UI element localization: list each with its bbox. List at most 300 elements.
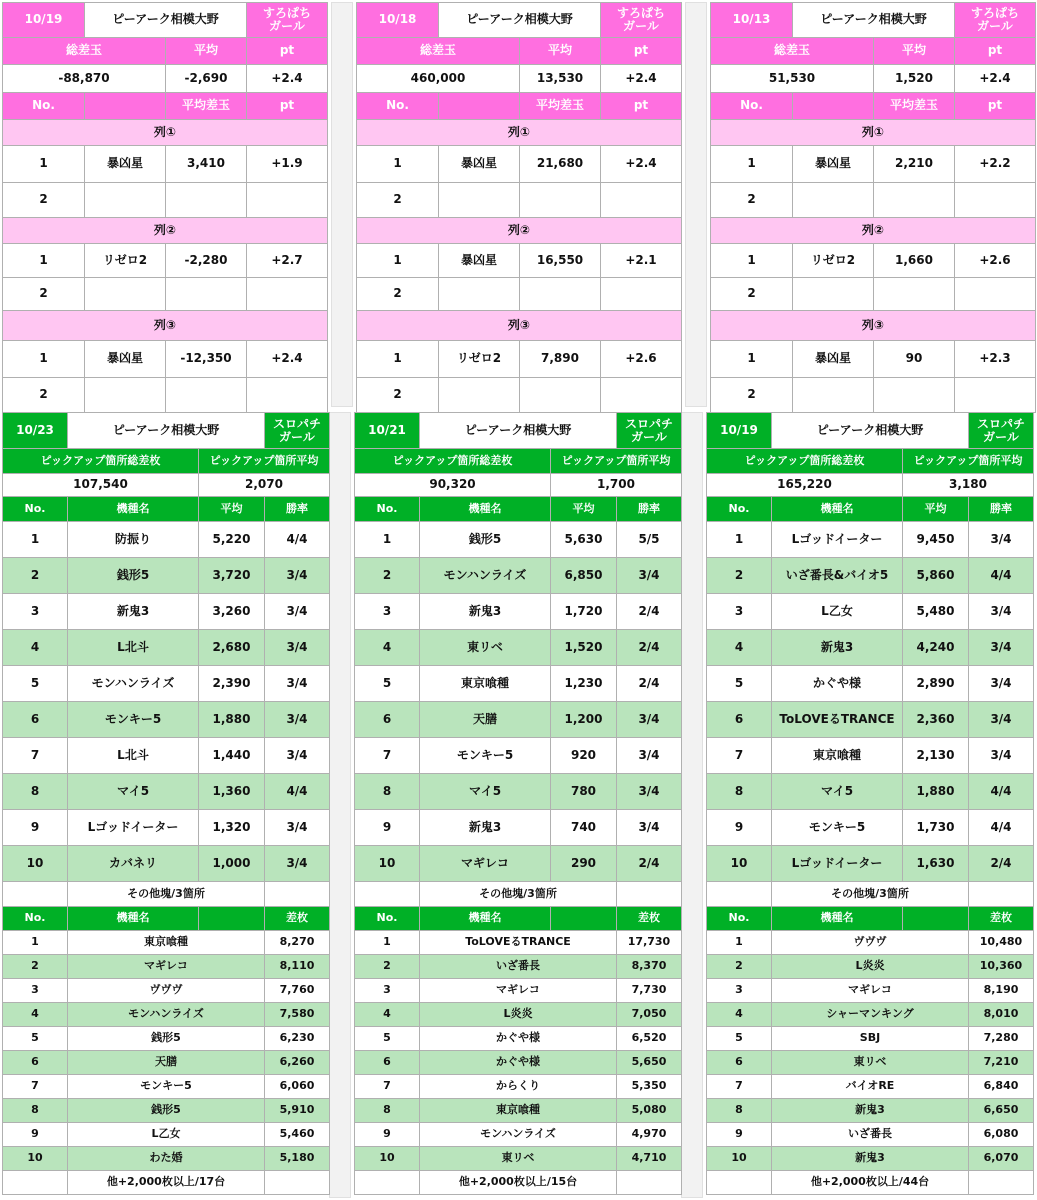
avg-value: 4,240: [903, 630, 969, 666]
model-header: [793, 93, 874, 120]
avg-diff-value: [874, 183, 955, 218]
model-name: 暴凶星: [85, 146, 166, 183]
spacer-cell: [707, 1171, 772, 1195]
model-name: L乙女: [772, 594, 903, 630]
row-number: 3: [355, 594, 420, 630]
store-name: ピーアーク相模大野: [420, 413, 617, 449]
row-number: 2: [3, 278, 85, 311]
model-name: 新鬼3: [420, 594, 551, 630]
model-name: 銭形5: [68, 1027, 265, 1051]
pt-value: [955, 183, 1036, 218]
row-number: 2: [3, 955, 68, 979]
section-label: 列①: [357, 120, 682, 146]
row-number: 10: [355, 846, 420, 882]
model-name: モンハンライズ: [420, 558, 551, 594]
pickup-avg-value: 3,180: [903, 474, 1034, 497]
diff-value: 6,060: [265, 1075, 330, 1099]
row-number: 2: [357, 378, 439, 413]
model-name: [85, 183, 166, 218]
avg-value: 1,230: [551, 666, 617, 702]
winrate-value: 3/4: [969, 630, 1034, 666]
row-number: 4: [707, 630, 772, 666]
avg-diff-header: 平均差玉: [166, 93, 247, 120]
pt-value: [601, 278, 682, 311]
diff-value: 6,070: [969, 1147, 1034, 1171]
diff-value: 7,050: [617, 1003, 682, 1027]
row-number: 10: [355, 1147, 420, 1171]
no-header: No.: [3, 93, 85, 120]
avg-diff-value: 1,660: [874, 244, 955, 278]
row-number: 1: [3, 341, 85, 378]
pickup-avg-header: ピックアップ箇所平均: [199, 449, 330, 474]
total-value: 51,530: [711, 65, 874, 93]
winrate-header: 勝率: [617, 497, 682, 522]
section-label: 列③: [711, 311, 1036, 341]
row-number: 6: [707, 1051, 772, 1075]
row-number: 1: [711, 244, 793, 278]
model-name: [439, 378, 520, 413]
other-cluster-note: その他塊/3箇所: [772, 882, 969, 907]
pt-value: +2.4: [247, 65, 328, 93]
pt-value: [601, 183, 682, 218]
model-header: 機種名: [420, 497, 551, 522]
model-header: 機種名: [68, 907, 199, 931]
winrate-value: 4/4: [969, 558, 1034, 594]
pt-value: +2.7: [247, 244, 328, 278]
model-name: ヴヴヴ: [68, 979, 265, 1003]
avg-diff-value: -2,280: [166, 244, 247, 278]
row-number: 7: [707, 738, 772, 774]
winrate-header: 勝率: [969, 497, 1034, 522]
diff-value: 6,080: [969, 1123, 1034, 1147]
diff-value: 6,840: [969, 1075, 1034, 1099]
diff-value: 6,520: [617, 1027, 682, 1051]
model-name: 暴凶星: [439, 146, 520, 183]
model-name: 東京喰種: [420, 666, 551, 702]
spacer-cell: [265, 1171, 330, 1195]
model-name: Lゴッドイーター: [772, 522, 903, 558]
other-cluster-note: その他塊/3箇所: [420, 882, 617, 907]
pt-header: pt: [955, 38, 1036, 65]
row-number: 4: [3, 1003, 68, 1027]
model-name: いざ番長&バイオ5: [772, 558, 903, 594]
no-header: No.: [3, 497, 68, 522]
pickup-total-header: ピックアップ箇所総差枚: [3, 449, 199, 474]
avg-diff-value: [166, 378, 247, 413]
winrate-value: 3/4: [617, 774, 682, 810]
model-name: 暴凶星: [439, 244, 520, 278]
row-number: 6: [355, 702, 420, 738]
model-name: Lゴッドイーター: [772, 846, 903, 882]
model-name: 東リベ: [420, 1147, 617, 1171]
avg-header: 平均: [166, 38, 247, 65]
model-name: いざ番長: [772, 1123, 969, 1147]
avg-diff-value: 16,550: [520, 244, 601, 278]
row-number: 2: [3, 183, 85, 218]
spacer-cell: [3, 1171, 68, 1195]
row-number: 2: [357, 278, 439, 311]
no-header: No.: [357, 93, 439, 120]
no-header: No.: [707, 907, 772, 931]
total-header: 総差玉: [711, 38, 874, 65]
model-name: モンキー5: [68, 702, 199, 738]
winrate-value: 2/4: [617, 846, 682, 882]
winrate-value: 3/4: [265, 558, 330, 594]
winrate-value: 2/4: [617, 594, 682, 630]
avg-header: 平均: [903, 497, 969, 522]
date-label: 10/19: [3, 3, 85, 38]
pt-value: +2.1: [601, 244, 682, 278]
model-name: 天膳: [420, 702, 551, 738]
model-name: モンキー5: [420, 738, 551, 774]
pt-value: +1.9: [247, 146, 328, 183]
winrate-value: 4/4: [265, 774, 330, 810]
avg-value: 1,880: [903, 774, 969, 810]
model-name: からくり: [420, 1075, 617, 1099]
other-cluster-note: その他塊/3箇所: [68, 882, 265, 907]
avg-value: 6,850: [551, 558, 617, 594]
pickup-avg-header: ピックアップ箇所平均: [551, 449, 682, 474]
footer-note: 他+2,000枚以上/15台: [420, 1171, 617, 1195]
model-name: [793, 378, 874, 413]
winrate-value: 3/4: [969, 738, 1034, 774]
avg-value: 1,440: [199, 738, 265, 774]
model-name: マイ5: [68, 774, 199, 810]
pt-value: +2.4: [247, 341, 328, 378]
avg-value: 2,130: [903, 738, 969, 774]
row-number: 1: [355, 522, 420, 558]
model-name: 銭形5: [420, 522, 551, 558]
no-header: No.: [3, 907, 68, 931]
diff-header: 差枚: [265, 907, 330, 931]
winrate-value: 3/4: [969, 594, 1034, 630]
total-value: 460,000: [357, 65, 520, 93]
diff-value: 6,230: [265, 1027, 330, 1051]
row-number: 1: [707, 931, 772, 955]
model-name: 東リベ: [772, 1051, 969, 1075]
avg-header: 平均: [874, 38, 955, 65]
winrate-value: 2/4: [617, 630, 682, 666]
winrate-value: 3/4: [969, 702, 1034, 738]
store-name: ピーアーク相模大野: [793, 3, 955, 38]
winrate-value: 3/4: [617, 558, 682, 594]
model-header: 機種名: [772, 497, 903, 522]
section-label: 列②: [711, 218, 1036, 244]
model-name: 銭形5: [68, 1099, 265, 1123]
column-divider: [685, 2, 707, 407]
model-name: モンハンライズ: [68, 666, 199, 702]
spacer-cell: [199, 907, 265, 931]
avg-value: 2,390: [199, 666, 265, 702]
model-header: 機種名: [68, 497, 199, 522]
row-number: 2: [3, 378, 85, 413]
diff-value: 7,760: [265, 979, 330, 1003]
model-name: Lゴッドイーター: [68, 810, 199, 846]
row-number: 2: [3, 558, 68, 594]
row-number: 9: [3, 810, 68, 846]
avg-value: 920: [551, 738, 617, 774]
row-number: 5: [707, 1027, 772, 1051]
winrate-value: 3/4: [969, 522, 1034, 558]
diff-value: 5,460: [265, 1123, 330, 1147]
model-header: 機種名: [420, 907, 551, 931]
avg-value: 3,720: [199, 558, 265, 594]
pt-value: +2.4: [601, 65, 682, 93]
row-number: 5: [3, 666, 68, 702]
section-label: 列②: [357, 218, 682, 244]
diff-value: 17,730: [617, 931, 682, 955]
avg-value: 13,530: [520, 65, 601, 93]
row-number: 10: [3, 846, 68, 882]
model-name: 東リベ: [420, 630, 551, 666]
diff-value: 8,110: [265, 955, 330, 979]
model-name: L乙女: [68, 1123, 265, 1147]
row-number: 1: [707, 522, 772, 558]
model-name: いざ番長: [420, 955, 617, 979]
model-name: リゼロ2: [439, 341, 520, 378]
avg-value: 740: [551, 810, 617, 846]
pt-value: [247, 378, 328, 413]
spacer-cell: [3, 882, 68, 907]
winrate-value: 3/4: [617, 738, 682, 774]
diff-header: 差枚: [969, 907, 1034, 931]
diff-value: 7,580: [265, 1003, 330, 1027]
model-name: マギレコ: [68, 955, 265, 979]
row-number: 6: [3, 702, 68, 738]
model-name: マギレコ: [420, 979, 617, 1003]
row-number: 10: [3, 1147, 68, 1171]
model-name: かぐや様: [772, 666, 903, 702]
winrate-value: 3/4: [617, 702, 682, 738]
winrate-value: 4/4: [969, 774, 1034, 810]
pt-value: +2.2: [955, 146, 1036, 183]
model-name: L北斗: [68, 630, 199, 666]
diff-value: 4,970: [617, 1123, 682, 1147]
pickup-total-value: 165,220: [707, 474, 903, 497]
winrate-value: 2/4: [617, 666, 682, 702]
avg-value: 1,200: [551, 702, 617, 738]
total-header: 総差玉: [3, 38, 166, 65]
avg-value: 5,480: [903, 594, 969, 630]
model-name: モンキー5: [68, 1075, 265, 1099]
row-number: 2: [357, 183, 439, 218]
pt-value: [247, 278, 328, 311]
store-name: ピーアーク相模大野: [772, 413, 969, 449]
row-number: 4: [3, 630, 68, 666]
avg-diff-value: [520, 183, 601, 218]
event-tag: すろぱち ガール: [955, 3, 1036, 38]
diff-value: 8,370: [617, 955, 682, 979]
avg-diff-value: -12,350: [166, 341, 247, 378]
model-name: マギレコ: [772, 979, 969, 1003]
spacer-cell: [355, 882, 420, 907]
spacer-cell: [903, 907, 969, 931]
row-number: 1: [357, 244, 439, 278]
no-header: No.: [355, 497, 420, 522]
diff-value: 8,010: [969, 1003, 1034, 1027]
model-name: わた婚: [68, 1147, 265, 1171]
pt-value: +2.3: [955, 341, 1036, 378]
row-number: 10: [707, 846, 772, 882]
row-number: 1: [3, 522, 68, 558]
avg-diff-value: [520, 378, 601, 413]
row-number: 5: [355, 666, 420, 702]
spacer-cell: [617, 882, 682, 907]
row-number: 8: [3, 774, 68, 810]
diff-value: 5,350: [617, 1075, 682, 1099]
diff-value: 5,180: [265, 1147, 330, 1171]
row-number: 2: [355, 955, 420, 979]
diff-value: 6,650: [969, 1099, 1034, 1123]
winrate-value: 3/4: [969, 666, 1034, 702]
winrate-value: 5/5: [617, 522, 682, 558]
row-number: 2: [707, 955, 772, 979]
diff-value: 8,270: [265, 931, 330, 955]
date-label: 10/19: [707, 413, 772, 449]
diff-value: 5,080: [617, 1099, 682, 1123]
row-number: 8: [355, 774, 420, 810]
pt-header: pt: [247, 93, 328, 120]
row-number: 3: [355, 979, 420, 1003]
pickup-total-value: 90,320: [355, 474, 551, 497]
row-number: 2: [355, 558, 420, 594]
diff-header: 差枚: [617, 907, 682, 931]
winrate-value: 2/4: [969, 846, 1034, 882]
avg-diff-value: [520, 278, 601, 311]
pt-value: [955, 378, 1036, 413]
spacer-cell: [969, 1171, 1034, 1195]
model-name: マイ5: [420, 774, 551, 810]
winrate-header: 勝率: [265, 497, 330, 522]
winrate-value: 3/4: [265, 594, 330, 630]
model-name: 天膳: [68, 1051, 265, 1075]
row-number: 5: [355, 1027, 420, 1051]
winrate-value: 4/4: [265, 522, 330, 558]
total-value: -88,870: [3, 65, 166, 93]
row-number: 7: [3, 1075, 68, 1099]
row-number: 3: [707, 979, 772, 1003]
model-name: 東京喰種: [420, 1099, 617, 1123]
spacer-cell: [265, 882, 330, 907]
winrate-value: 3/4: [265, 846, 330, 882]
model-name: L炎炎: [772, 955, 969, 979]
model-name: マギレコ: [420, 846, 551, 882]
avg-diff-value: [166, 278, 247, 311]
row-number: 3: [3, 979, 68, 1003]
model-name: 暴凶星: [85, 341, 166, 378]
model-name: かぐや様: [420, 1027, 617, 1051]
avg-value: 2,890: [903, 666, 969, 702]
pt-header: pt: [601, 38, 682, 65]
avg-value: 2,680: [199, 630, 265, 666]
diff-value: 7,280: [969, 1027, 1034, 1051]
model-name: 銭形5: [68, 558, 199, 594]
avg-diff-header: 平均差玉: [874, 93, 955, 120]
spacer-cell: [707, 882, 772, 907]
row-number: 6: [707, 702, 772, 738]
diff-value: 5,910: [265, 1099, 330, 1123]
avg-header: 平均: [199, 497, 265, 522]
avg-value: 1,630: [903, 846, 969, 882]
model-name: モンハンライズ: [68, 1003, 265, 1027]
column-divider: [681, 412, 703, 1198]
column-divider: [329, 412, 351, 1198]
row-number: 7: [3, 738, 68, 774]
panel-top-0: [2, 2, 328, 413]
spacer-cell: [969, 882, 1034, 907]
footer-note: 他+2,000枚以上/17台: [68, 1171, 265, 1195]
pt-value: [247, 183, 328, 218]
avg-value: 2,360: [903, 702, 969, 738]
avg-diff-value: [874, 278, 955, 311]
date-label: 10/13: [711, 3, 793, 38]
pt-value: +2.4: [955, 65, 1036, 93]
avg-diff-value: 90: [874, 341, 955, 378]
pt-header: pt: [601, 93, 682, 120]
pickup-avg-header: ピックアップ箇所平均: [903, 449, 1034, 474]
section-label: 列①: [3, 120, 328, 146]
model-name: ヴヴヴ: [772, 931, 969, 955]
row-number: 8: [3, 1099, 68, 1123]
winrate-value: 3/4: [265, 666, 330, 702]
pt-value: +2.6: [955, 244, 1036, 278]
pt-value: +2.4: [601, 146, 682, 183]
winrate-value: 3/4: [265, 702, 330, 738]
event-tag: すろぱち ガール: [601, 3, 682, 38]
row-number: 2: [707, 558, 772, 594]
avg-value: 1,730: [903, 810, 969, 846]
model-name: L北斗: [68, 738, 199, 774]
pickup-avg-value: 1,700: [551, 474, 682, 497]
diff-value: 7,210: [969, 1051, 1034, 1075]
row-number: 9: [3, 1123, 68, 1147]
avg-diff-value: 2,210: [874, 146, 955, 183]
avg-value: 5,220: [199, 522, 265, 558]
model-name: 新鬼3: [772, 1147, 969, 1171]
diff-value: 7,730: [617, 979, 682, 1003]
panel-bottom-0: [2, 412, 330, 1195]
row-number: 8: [355, 1099, 420, 1123]
avg-diff-value: [874, 378, 955, 413]
avg-header: 平均: [520, 38, 601, 65]
diff-value: 8,190: [969, 979, 1034, 1003]
model-name: SBJ: [772, 1027, 969, 1051]
diff-value: 10,360: [969, 955, 1034, 979]
footer-note: 他+2,000枚以上/44台: [772, 1171, 969, 1195]
model-name: [85, 278, 166, 311]
row-number: 7: [355, 738, 420, 774]
avg-value: 1,880: [199, 702, 265, 738]
model-name: [793, 183, 874, 218]
pt-value: [601, 378, 682, 413]
row-number: 1: [711, 341, 793, 378]
avg-value: 5,630: [551, 522, 617, 558]
avg-value: 1,320: [199, 810, 265, 846]
panel-bottom-1: [354, 412, 682, 1195]
event-tag: スロパチ ガール: [969, 413, 1034, 449]
row-number: 9: [707, 810, 772, 846]
avg-diff-value: 7,890: [520, 341, 601, 378]
avg-value: 9,450: [903, 522, 969, 558]
model-name: ToLOVEるTRANCE: [772, 702, 903, 738]
pt-header: pt: [247, 38, 328, 65]
row-number: 8: [707, 1099, 772, 1123]
row-number: 1: [357, 341, 439, 378]
avg-value: 1,520: [874, 65, 955, 93]
row-number: 9: [355, 810, 420, 846]
model-name: カバネリ: [68, 846, 199, 882]
winrate-value: 3/4: [265, 810, 330, 846]
